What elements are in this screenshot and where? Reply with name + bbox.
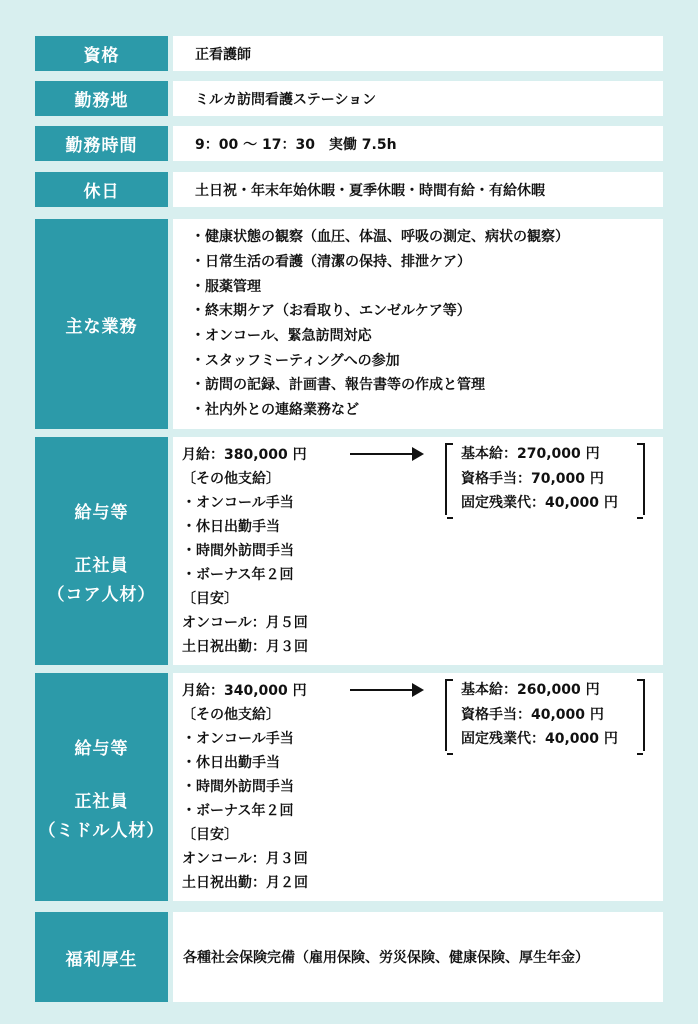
row-salary-core bbox=[35, 437, 663, 665]
salary-core-label-type: 正社員 bbox=[74, 555, 129, 576]
salary-line: ・休日出勤手当 bbox=[182, 519, 280, 535]
salary-middle-label-title: 給与等 bbox=[74, 738, 129, 759]
row-salary-middle bbox=[35, 673, 663, 901]
salary-line: ・オンコール手当 bbox=[182, 495, 294, 511]
holidays-value: 土日祝・年末年始休暇・夏季休暇・時間有給・有給休暇 bbox=[173, 172, 663, 207]
breakdown-line: 固定残業代：40,000 円 bbox=[461, 731, 618, 747]
location-label: 勤務地 bbox=[35, 81, 168, 116]
salary-core-label bbox=[35, 437, 168, 665]
salary-core-label-title: 給与等 bbox=[74, 502, 129, 523]
welfare-value: 各種社会保険完備（雇用保険、労災保険、健康保険、厚生年金） bbox=[173, 912, 663, 1002]
duty-item: ・健康状態の観察（血圧、体温、呼吸の測定、病状の観察） bbox=[191, 229, 569, 246]
salary-line: 土日祝出勤：月３回 bbox=[182, 639, 308, 655]
duties-list bbox=[173, 219, 663, 429]
duty-item: ・訪問の記録、計画書、報告書等の作成と管理 bbox=[191, 377, 485, 394]
hours-label: 勤務時間 bbox=[35, 126, 168, 161]
duty-item: ・社内外との連絡業務など bbox=[191, 402, 359, 419]
location-value: ミルカ訪問看護ステーション bbox=[173, 81, 663, 116]
salary-line: ・時間外訪問手当 bbox=[182, 779, 294, 795]
salary-line: ・時間外訪問手当 bbox=[182, 543, 294, 559]
salary-breakdown-bracket bbox=[445, 679, 645, 751]
row-holidays bbox=[35, 172, 663, 207]
salary-line: 〔その他支給〕 bbox=[182, 471, 280, 487]
breakdown-line: 固定残業代：40,000 円 bbox=[461, 495, 618, 511]
salary-middle-lines bbox=[182, 679, 308, 895]
breakdown-line: 資格手当：40,000 円 bbox=[461, 706, 604, 723]
breakdown-line: 基本給：270,000 円 bbox=[461, 446, 600, 462]
right-arrow-icon bbox=[350, 453, 422, 455]
salary-middle-label bbox=[35, 673, 168, 901]
welfare-label: 福利厚生 bbox=[35, 912, 168, 1002]
salary-breakdown-bracket bbox=[445, 443, 645, 515]
right-arrow-icon bbox=[350, 689, 422, 691]
duties-label: 主な業務 bbox=[35, 219, 168, 429]
salary-line: ・ボーナス年２回 bbox=[182, 567, 294, 583]
duty-item: ・服薬管理 bbox=[191, 278, 261, 295]
salary-line: 〔目安〕 bbox=[182, 827, 238, 843]
duty-item: ・オンコール、緊急訪問対応 bbox=[191, 328, 372, 344]
breakdown-line: 基本給：260,000 円 bbox=[461, 682, 600, 698]
salary-line: オンコール：月５回 bbox=[182, 615, 308, 631]
salary-line: ・休日出勤手当 bbox=[182, 755, 280, 771]
salary-middle-details bbox=[173, 673, 663, 901]
holidays-label: 休日 bbox=[35, 172, 168, 207]
salary-core-label-tier: （コア人材） bbox=[47, 584, 156, 605]
salary-middle-label-tier: （ミドル人材） bbox=[38, 820, 165, 841]
salary-line: 〔その他支給〕 bbox=[182, 707, 280, 723]
duty-item: ・日常生活の看護（清潔の保持、排泄ケア） bbox=[191, 253, 471, 270]
qualification-label: 資格 bbox=[35, 36, 168, 71]
salary-line: 〔目安〕 bbox=[182, 591, 238, 607]
salary-line: ・ボーナス年２回 bbox=[182, 803, 294, 819]
duty-item: ・終末期ケア（お看取り、エンゼルケア等） bbox=[191, 303, 471, 320]
qualification-value: 正看護師 bbox=[173, 36, 663, 71]
salary-line: 月給：340,000 円 bbox=[182, 683, 307, 699]
salary-line: 土日祝出勤：月２回 bbox=[182, 875, 308, 891]
salary-core-lines bbox=[182, 443, 308, 659]
row-duties bbox=[35, 219, 663, 429]
salary-line: オンコール：月３回 bbox=[182, 851, 308, 867]
salary-line: ・オンコール手当 bbox=[182, 731, 294, 747]
row-welfare bbox=[35, 912, 663, 1002]
salary-line: 月給：380,000 円 bbox=[182, 447, 307, 463]
breakdown-line: 資格手当：70,000 円 bbox=[461, 470, 604, 487]
row-qualification bbox=[35, 36, 663, 71]
salary-core-details bbox=[173, 437, 663, 665]
hours-value: 9：00 〜 17：30 実働 7.5h bbox=[173, 126, 663, 161]
row-location bbox=[35, 81, 663, 116]
row-hours bbox=[35, 126, 663, 161]
duty-item: ・スタッフミーティングへの参加 bbox=[191, 352, 400, 369]
salary-middle-label-type: 正社員 bbox=[74, 791, 129, 812]
